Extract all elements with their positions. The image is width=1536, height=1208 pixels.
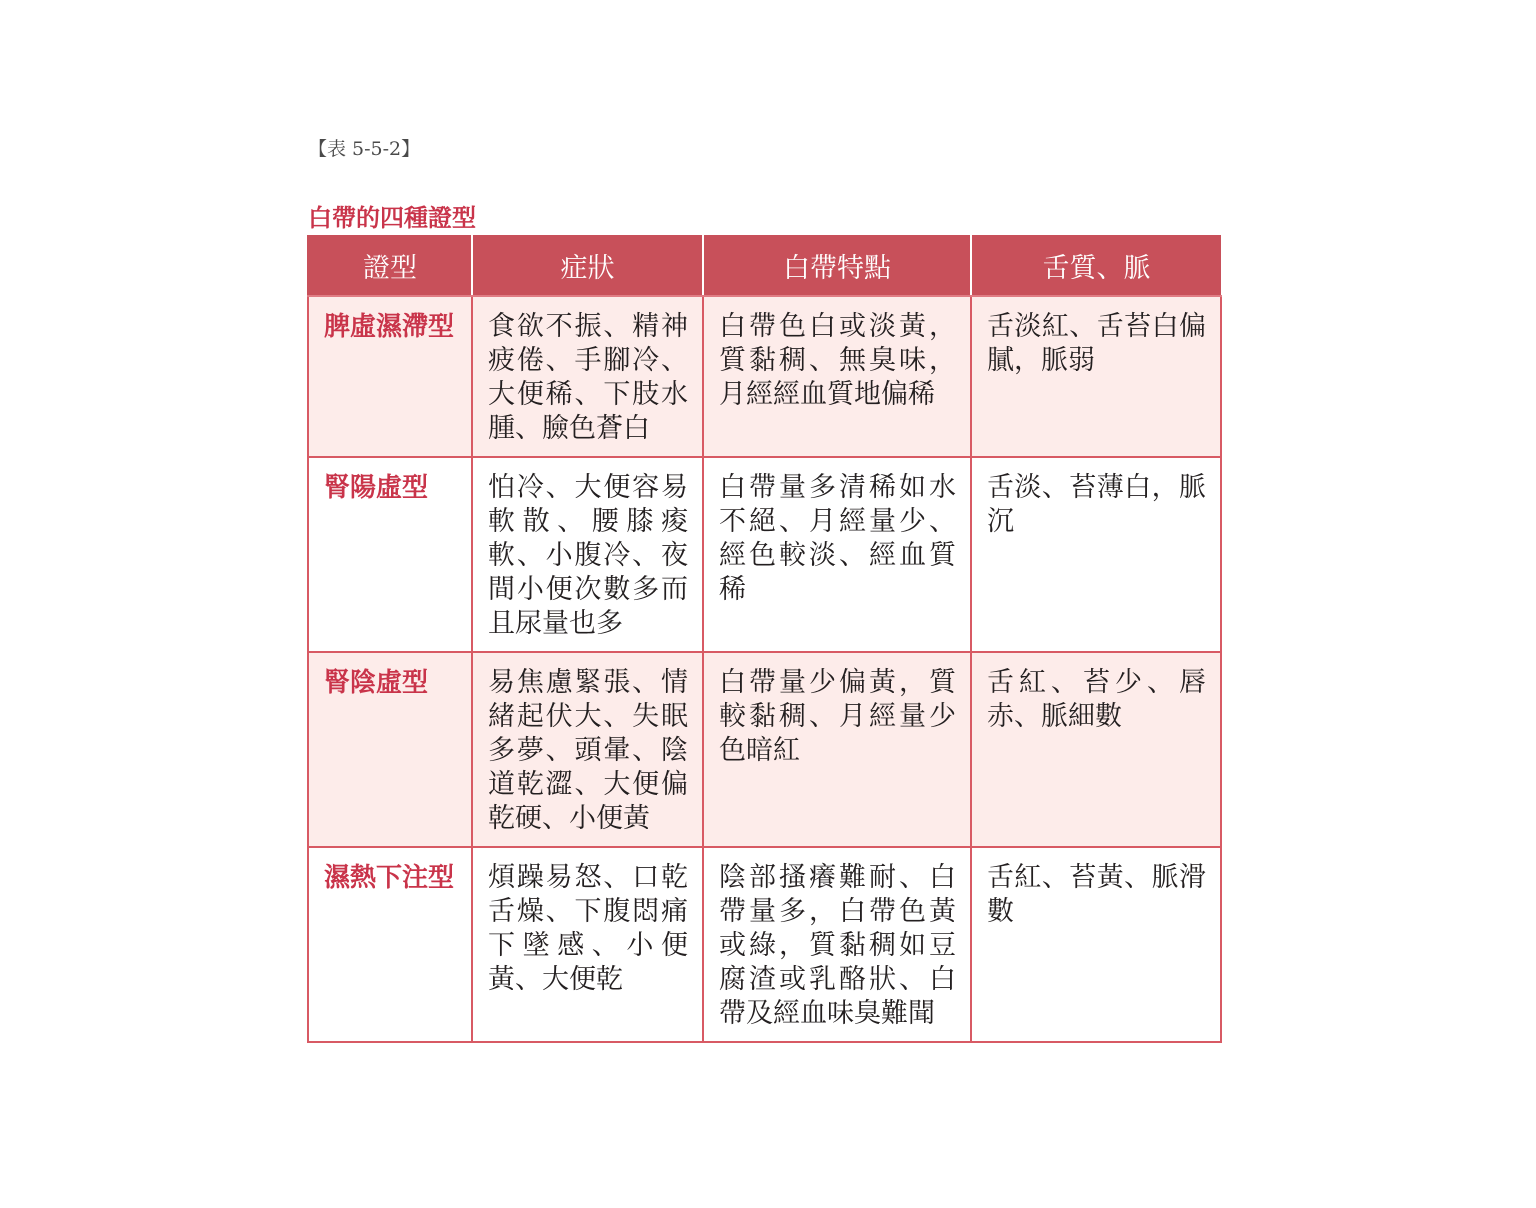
table-number-label: 【表 5-5-2】 xyxy=(308,138,421,160)
header-discharge-features: 白帶特點 xyxy=(703,235,971,296)
table-row xyxy=(308,296,1221,457)
symptoms-cell: 食欲不振、精神疲倦、手腳冷、大便稀、下肢水腫、臉色蒼白 xyxy=(472,296,703,457)
table-title: 白帶的四種證型 xyxy=(308,204,476,232)
symptoms-cell: 煩躁易怒、口乾舌燥、下腹悶痛下墜感、小便黃、大便乾 xyxy=(472,847,703,1042)
syndrome-table xyxy=(307,235,1222,1043)
header-syndrome-type: 證型 xyxy=(308,235,472,296)
syndrome-type-cell: 脾虛濕滯型 xyxy=(308,296,472,457)
table-row xyxy=(308,847,1221,1042)
tongue-pulse-cell: 舌淡紅、舌苔白偏膩，脈弱 xyxy=(971,296,1221,457)
tongue-pulse-cell: 舌紅、苔少、唇赤、脈細數 xyxy=(971,652,1221,847)
symptoms-cell: 怕冷、大便容易軟散、腰膝痠軟、小腹冷、夜間小便次數多而且尿量也多 xyxy=(472,457,703,652)
syndrome-table-container xyxy=(307,235,1220,1043)
syndrome-type-cell: 濕熱下注型 xyxy=(308,847,472,1042)
discharge-cell: 白帶量多清稀如水不絕、月經量少、經色較淡、經血質稀 xyxy=(703,457,971,652)
header-tongue-pulse: 舌質、脈 xyxy=(971,235,1221,296)
discharge-cell: 陰部搔癢難耐、白帶量多，白帶色黃或綠，質黏稠如豆腐渣或乳酪狀、白帶及經血味臭難聞 xyxy=(703,847,971,1042)
table-header-row xyxy=(308,235,1221,296)
table-row xyxy=(308,457,1221,652)
syndrome-type-cell: 腎陰虛型 xyxy=(308,652,472,847)
symptoms-cell: 易焦慮緊張、情緒起伏大、失眠多夢、頭暈、陰道乾澀、大便偏乾硬、小便黃 xyxy=(472,652,703,847)
tongue-pulse-cell: 舌淡、苔薄白，脈沉 xyxy=(971,457,1221,652)
tongue-pulse-cell: 舌紅、苔黃、脈滑數 xyxy=(971,847,1221,1042)
header-symptoms: 症狀 xyxy=(472,235,703,296)
discharge-cell: 白帶色白或淡黃，質黏稠、無臭味，月經經血質地偏稀 xyxy=(703,296,971,457)
table-row xyxy=(308,652,1221,847)
syndrome-type-cell: 腎陽虛型 xyxy=(308,457,472,652)
discharge-cell: 白帶量少偏黃，質較黏稠、月經量少色暗紅 xyxy=(703,652,971,847)
